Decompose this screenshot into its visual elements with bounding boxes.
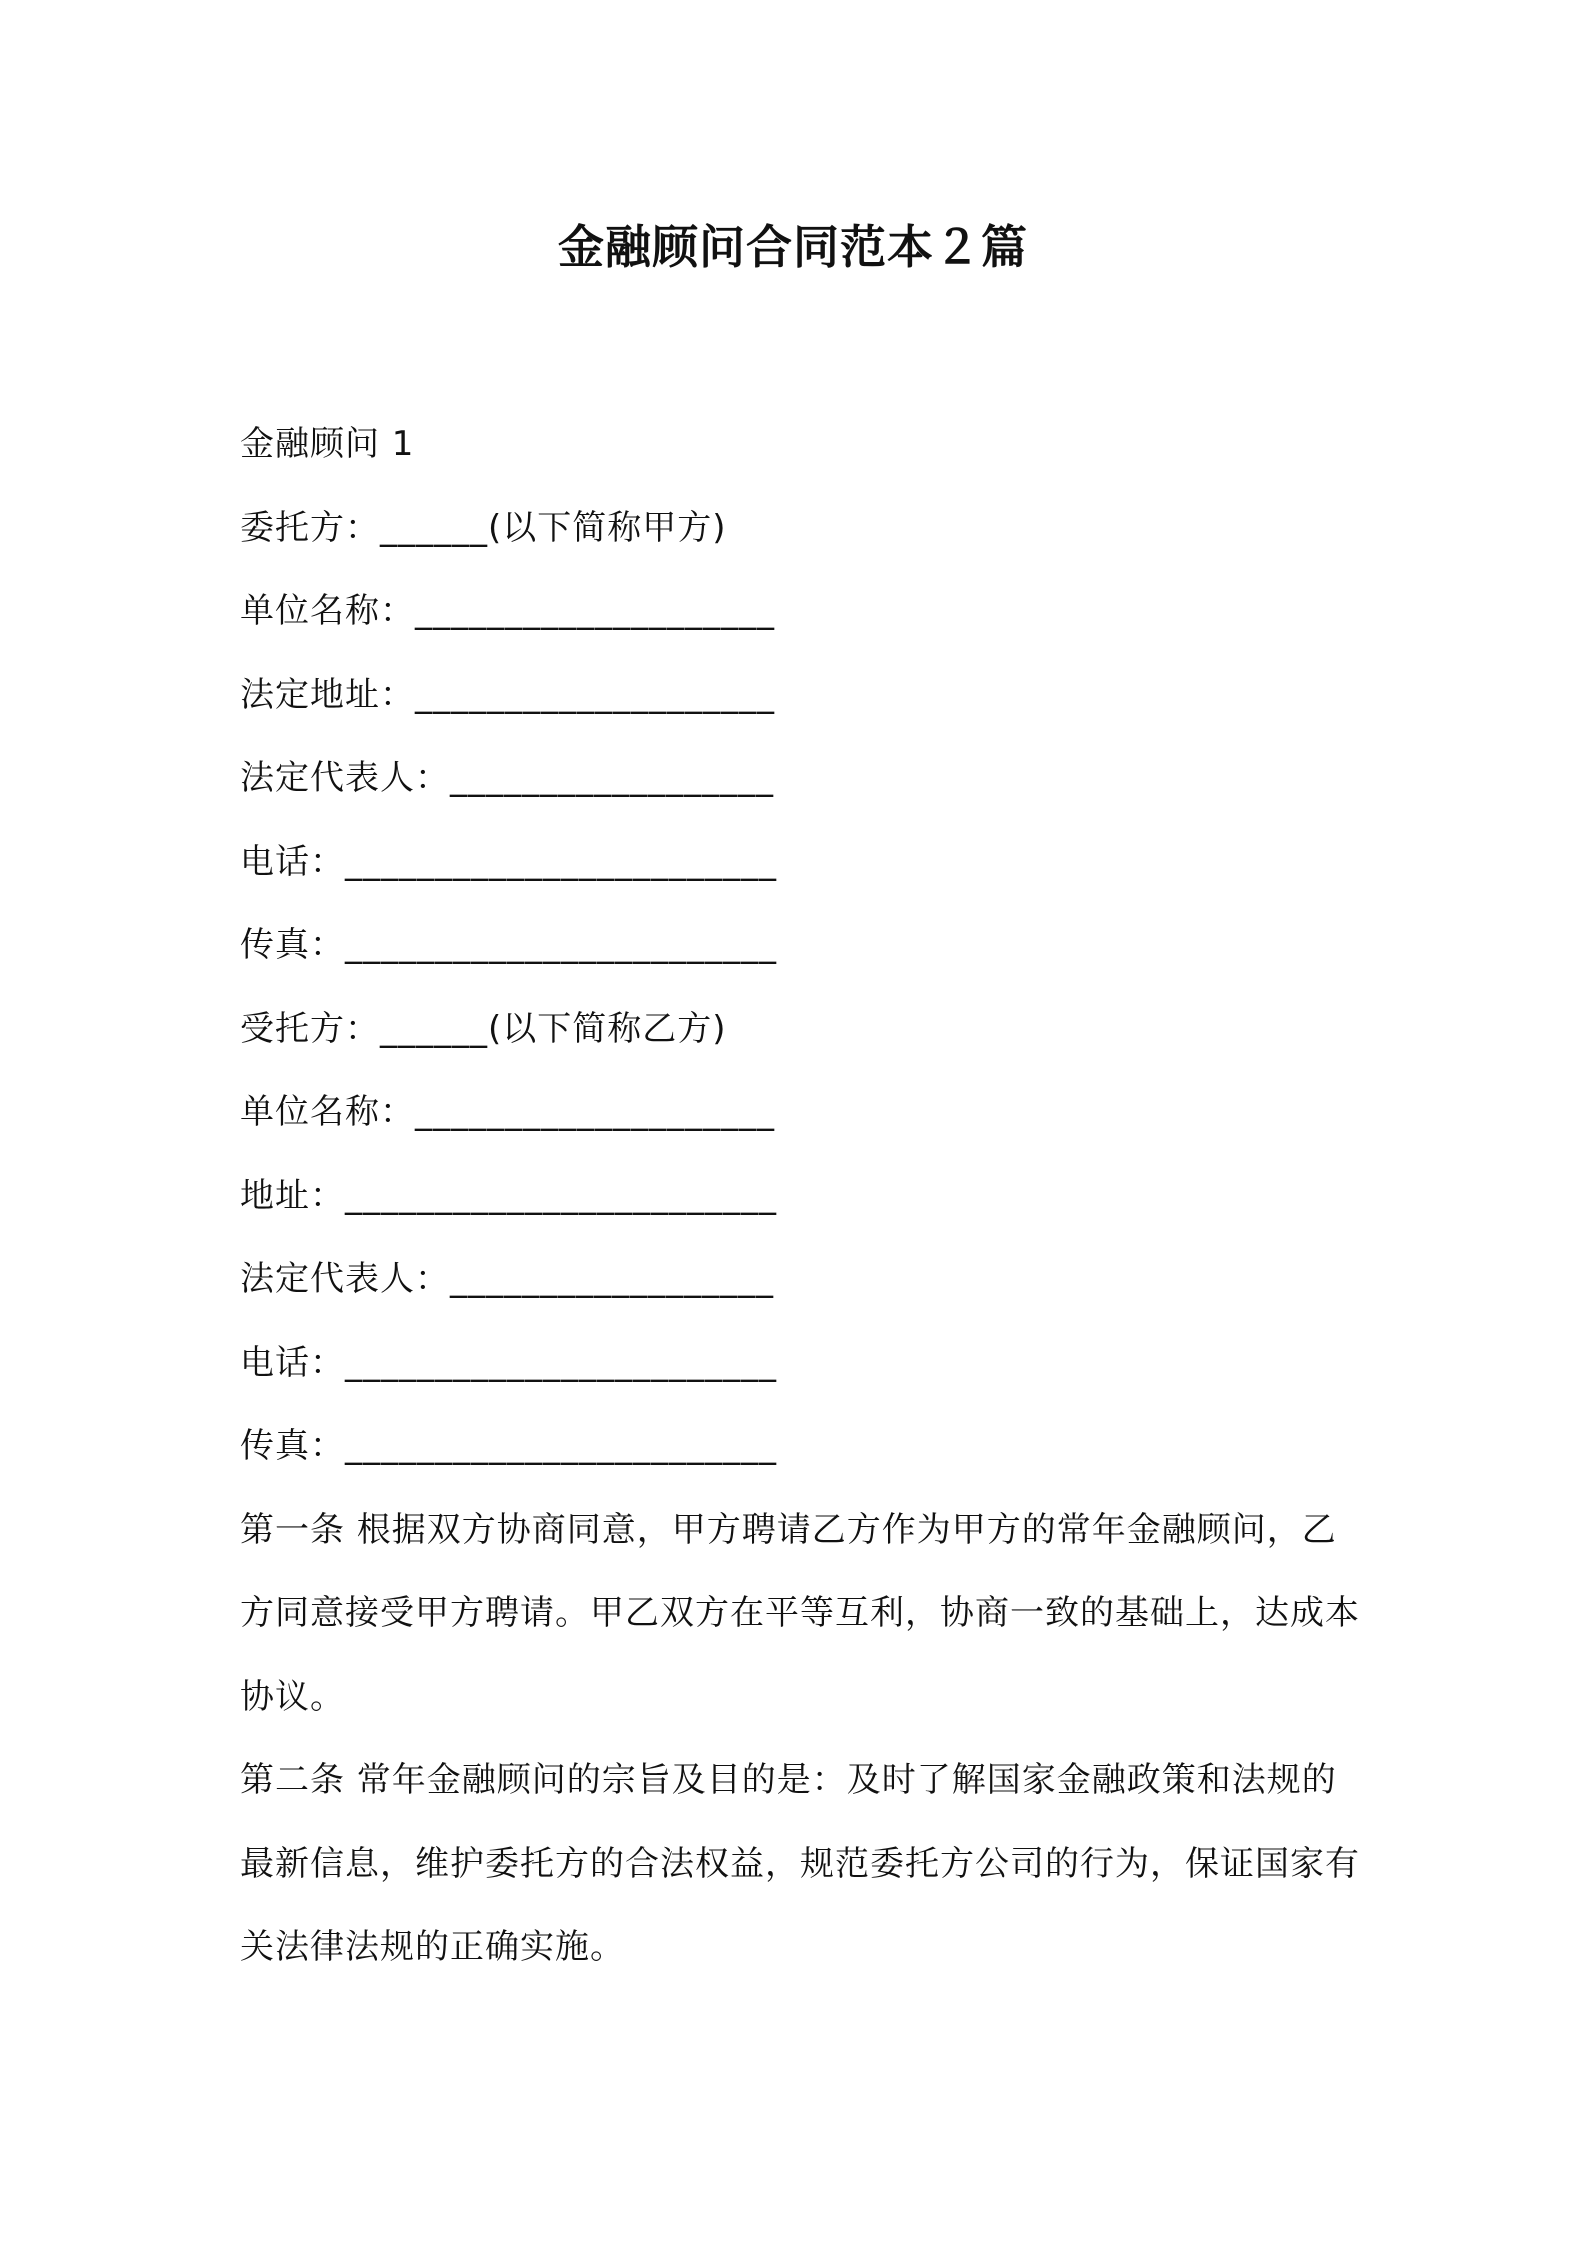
contractor-label-line: 受托方：______(以下简称乙方) <box>240 1008 727 1049</box>
document-body <box>240 403 1370 1990</box>
client-fax-field: 传真：________________________ <box>240 925 777 965</box>
document-title: 金融顾问合同范本２篇 <box>558 220 1028 274</box>
client-unit-name-field: 单位名称：____________________ <box>240 591 775 631</box>
contractor-phone-field: 电话：________________________ <box>240 1342 777 1383</box>
contractor-address-field: 地址：________________________ <box>240 1175 777 1216</box>
client-phone-field: 电话：________________________ <box>240 841 777 882</box>
contractor-fax-field: 传真：________________________ <box>240 1426 777 1466</box>
client-legal-address-field: 法定地址：____________________ <box>240 674 775 715</box>
section-heading: 金融顾问 1 <box>240 424 415 464</box>
client-legal-rep-field: 法定代表人：__________________ <box>240 758 774 798</box>
article-1-paragraph: 第一条 根据双方协商同意，甲方聘请乙方作为甲方的常年金融顾问，乙方同意接受甲方聘请。甲乙双方在平等互利，协商一致的基础上，达成本协议。 <box>240 1509 1360 1717</box>
contractor-legal-rep-field: 法定代表人：__________________ <box>240 1259 774 1299</box>
article-2-paragraph: 第二条 常年金融顾问的宗旨及目的是：及时了解国家金融政策和法规的最新信息，维护委托方的合法权益，规范委托方公司的行为，保证国家有关法律法规的正确实施。 <box>240 1760 1360 1967</box>
contractor-unit-name-field: 单位名称：____________________ <box>240 1092 775 1132</box>
client-label-line: 委托方：______(以下简称甲方) <box>240 507 727 548</box>
